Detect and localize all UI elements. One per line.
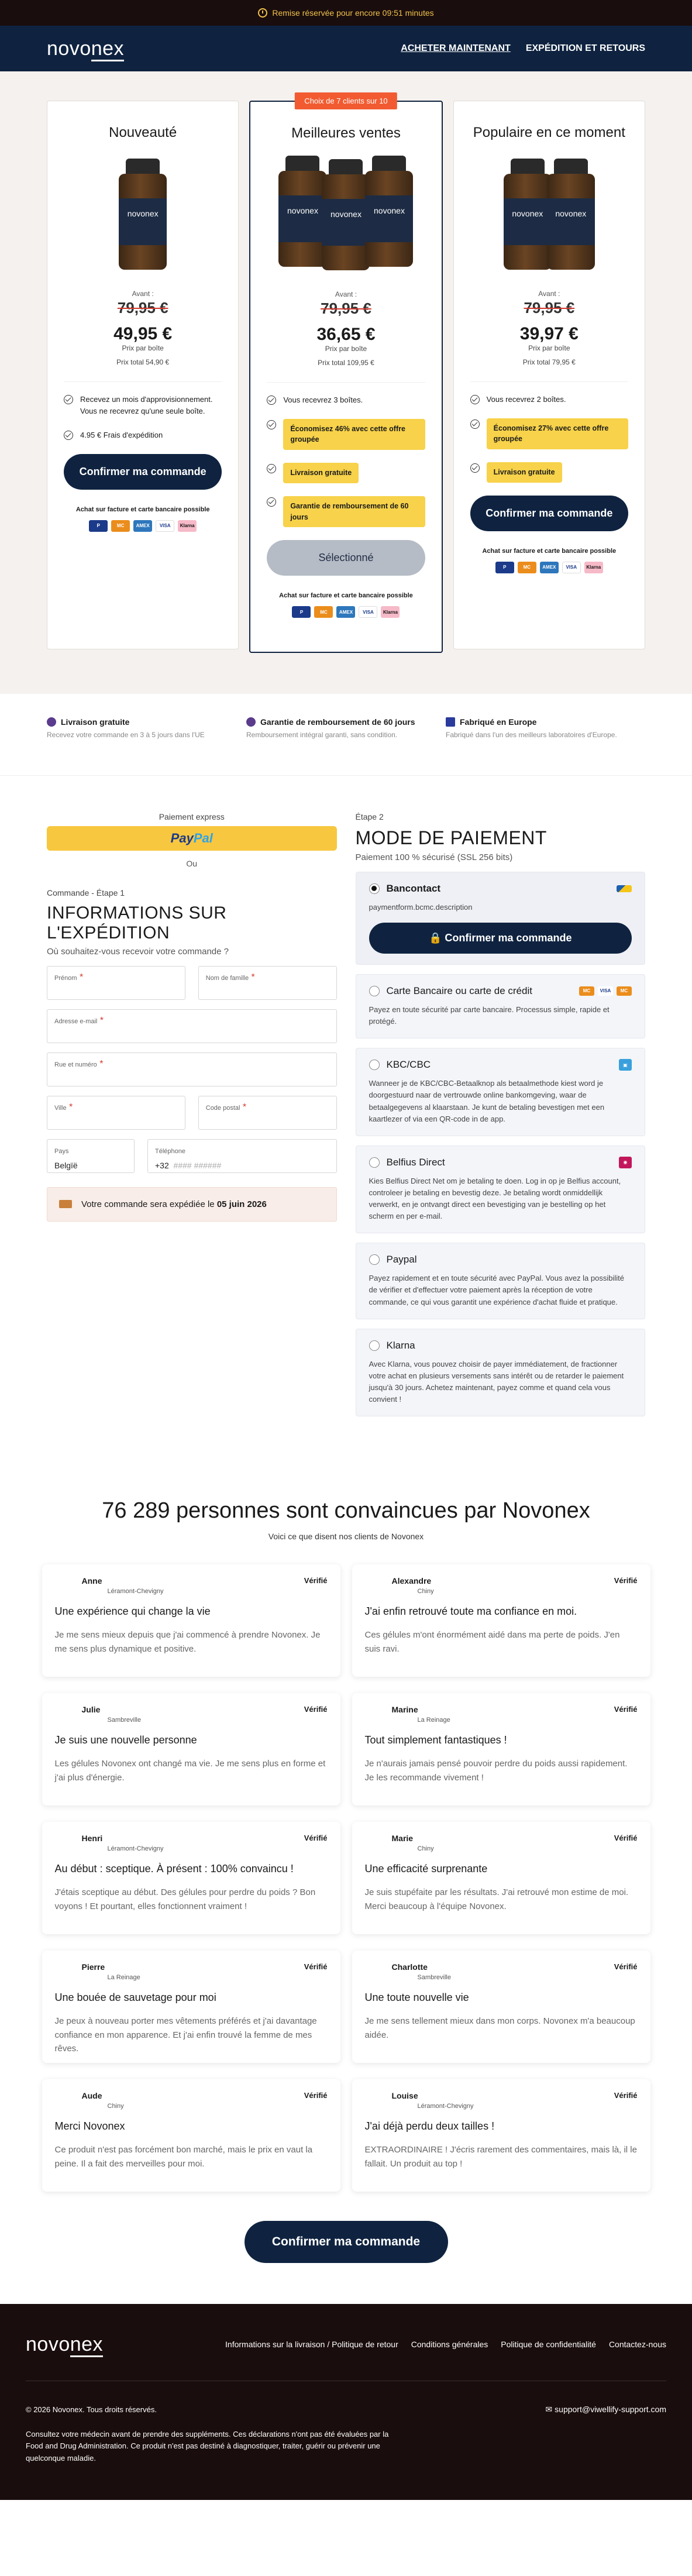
product-bottle <box>545 159 597 270</box>
pay-logo-mc: MC <box>518 562 536 573</box>
bottle-label: novonex <box>365 195 413 242</box>
check-circle-icon <box>470 395 480 404</box>
payment-method-header[interactable] <box>369 1340 632 1351</box>
feature-text: Garantie de remboursement de 60 jours <box>283 496 425 528</box>
payment-method-header[interactable] <box>369 1157 632 1168</box>
payment-method-description: Kies Belfius Direct Net om je betaling te doen. Log in op je Belfius account, controleer je betaling en bevestig deze. Je betaling wordt onmiddellijk verwerkt, en je ontvangt direct een bevestiging van je bestelling op het scherm en per e-mail. <box>369 1176 621 1221</box>
trust-guarantee: Garantie de remboursement de 60 jours Remboursement intégral garanti, sans condition. <box>246 717 415 739</box>
reviewer-city: La Reinage <box>417 1717 450 1724</box>
radio-button[interactable] <box>369 1340 380 1351</box>
price-before-label: Avant : <box>538 290 560 298</box>
reviewer <box>55 1834 164 1852</box>
feature-item <box>64 429 222 441</box>
review-body: EXTRAORDINAIRE ! J'écris rarement des commentaires, mais là, il le fallait. Un produit au top ! <box>364 2145 637 2169</box>
offer-card[interactable] <box>453 101 645 649</box>
belfius-icon: ◉ <box>619 1157 632 1168</box>
payment-column <box>356 812 646 1417</box>
review-title: Au début : sceptique. À présent : 100% convaincu ! <box>54 1863 294 1875</box>
reviewer-name: Julie <box>81 1705 101 1715</box>
offer-title: Nouveauté <box>109 125 177 140</box>
old-price: 79,95 € <box>524 299 575 317</box>
pay-logo-visa: VISA <box>359 606 377 618</box>
offer-title: Meilleures ventes <box>291 125 401 141</box>
payment-method-name: Belfius Direct <box>386 1156 445 1168</box>
review-header <box>365 1705 638 1724</box>
product-image <box>267 153 425 270</box>
price: 39,97 € <box>519 324 579 343</box>
bottle-label: novonex <box>504 198 552 245</box>
price-before-label: Avant : <box>335 290 357 298</box>
review-card <box>352 1951 650 2063</box>
review-card <box>352 1822 650 1934</box>
reviews-section <box>0 1452 692 2303</box>
pay-logo-p: P <box>495 562 514 573</box>
payment-logos <box>64 520 222 532</box>
reviewer <box>55 2091 124 2110</box>
truck-icon <box>59 1200 72 1208</box>
pay-logo-klarna: Klarna <box>178 520 197 532</box>
payment-logos <box>267 606 425 618</box>
product-bottle <box>363 156 415 267</box>
pay-logo-p: P <box>292 606 311 618</box>
bottle-label: novonex <box>119 198 167 245</box>
old-price: 79,95 € <box>321 300 371 317</box>
shipping-title: INFORMATIONS SUR L'EXPÉDITION <box>47 903 227 943</box>
review-title: Une expérience qui change la vie <box>54 1605 211 1618</box>
payment-method[interactable] <box>356 1243 646 1319</box>
payment-method-name: Carte Bancaire ou carte de crédit <box>386 985 532 996</box>
copyright: © 2026 Novonex. Tous droits réservés. <box>26 2405 157 2414</box>
reviewer-name: Alexandre <box>391 1576 432 1586</box>
shipping-date-note: Votre commande sera expédiée le 05 juin 2026 <box>47 1187 337 1222</box>
bancontact-icon <box>617 885 632 892</box>
final-confirm-button[interactable]: Confirmer ma commande <box>245 2221 448 2262</box>
site-footer <box>0 2304 692 2500</box>
feature-text: Économisez 46% avec cette offre groupée <box>283 419 425 450</box>
pay-logo-visa: VISA <box>156 520 174 532</box>
feature-item <box>64 394 222 417</box>
review-body: Ces gélules m'ont énormément aidé dans ma perte de poids. J'en suis ravi. <box>364 1630 620 1654</box>
street-field[interactable]: Rue et numéro * <box>47 1053 337 1086</box>
offer-card[interactable] <box>47 101 239 649</box>
feature-item <box>470 394 628 405</box>
review-card <box>42 1822 340 1934</box>
reviewer <box>365 1834 434 1852</box>
confirm-order-button[interactable]: Confirmer ma commande <box>64 454 222 490</box>
reviewer-name: Marie <box>391 1834 414 1844</box>
old-price: 79,95 € <box>117 299 168 317</box>
verified-badge: Vérifié <box>614 1834 638 1843</box>
reviewer <box>55 1576 164 1595</box>
check-circle-icon <box>64 395 73 404</box>
payment-title: MODE DE PAIEMENT <box>355 827 547 848</box>
feature-text: Vous recevrez 2 boîtes. <box>486 395 566 404</box>
kbc-icon: ▣ <box>619 1059 632 1071</box>
review-title: J'ai déjà perdu deux tailles ! <box>364 2120 495 2133</box>
city-field[interactable]: Ville * <box>47 1096 185 1130</box>
check-circle-icon <box>470 419 480 429</box>
review-body: Je suis stupéfaite par les résultats. J'ai retrouvé mon estime de moi. Merci beaucoup à l'équipe Novonex. <box>364 1887 629 1911</box>
radio-button[interactable] <box>369 1254 380 1265</box>
reviewer-city: Chiny <box>107 2103 124 2110</box>
verified-badge: Vérifié <box>304 1962 328 1972</box>
price-unit: Prix par boîte <box>325 345 367 353</box>
step1-label: Commande - Étape 1 <box>47 888 125 897</box>
pay-logo-amex: AMEX <box>336 606 355 618</box>
card-icon: MC <box>617 986 632 996</box>
radio-button[interactable] <box>369 1157 380 1168</box>
offer-title: Populaire en ce moment <box>473 125 625 140</box>
truck-icon <box>47 717 56 727</box>
review-header <box>55 1962 328 1981</box>
payment-method[interactable] <box>356 974 646 1038</box>
review-body: Ce produit n'est pas forcément bon marché, mais le prix en vaut la peine. Il a fait des merveilles pour moi. <box>54 2145 313 2169</box>
pay-logo-p: P <box>89 520 108 532</box>
feature-text: Vous recevrez 3 boîtes. <box>283 395 363 404</box>
verified-badge: Vérifié <box>304 1834 328 1843</box>
payment-method-header[interactable] <box>369 1059 632 1071</box>
footer-link-contact[interactable]: Contactez-nous <box>608 2340 666 2350</box>
reviewer-name: Anne <box>81 1576 102 1586</box>
price-unit: Prix par boîte <box>528 344 570 352</box>
footer-link-shipping[interactable]: Informations sur la livraison / Politique de retour <box>225 2340 398 2350</box>
feature-item <box>267 419 425 450</box>
review-title: Une bouée de sauvetage pour moi <box>54 1992 216 2004</box>
price: 36,65 € <box>316 325 376 344</box>
review-title: Une efficacité surprenante <box>364 1863 488 1875</box>
review-body: Je me sens tellement mieux dans mon corps. Novonex m'a beaucoup aidée. <box>364 2016 635 2040</box>
payment-note: Achat sur facture et carte bancaire possible <box>279 592 413 600</box>
total-price: Prix total 79,95 € <box>522 358 576 366</box>
reviewer-name: Marine <box>391 1705 418 1715</box>
review-header <box>365 2091 638 2110</box>
reviewer-name: Pierre <box>81 1962 105 1972</box>
pay-logo-mc: MC <box>111 520 130 532</box>
feature-item <box>267 463 425 483</box>
pay-logo-amex: AMEX <box>133 520 152 532</box>
verified-badge: Vérifié <box>304 1705 328 1714</box>
price: 49,95 € <box>113 324 173 343</box>
verified-badge: Vérifié <box>614 2091 638 2100</box>
feature-item <box>267 496 425 528</box>
payment-method-header[interactable] <box>369 1254 632 1265</box>
review-body: J'étais sceptique au début. Des gélules pour perdre du poids ? Bon voyons ! Et pourtant, elles fonctionnent vraiment ! <box>54 1887 316 1911</box>
paypal-express-button[interactable]: Pay Pal <box>47 826 337 851</box>
offers-section <box>0 71 692 694</box>
feature-text: Livraison gratuite <box>283 463 359 483</box>
review-body: Les gélules Novonex ont changé ma vie. Je me sens plus en forme et j'ai plus d'énergie. <box>54 1759 326 1783</box>
reviews-subtitle: Voici ce que disent nos clients de Novonex <box>268 1532 424 1542</box>
feature-list <box>267 382 425 527</box>
payment-method-description: Wanneer je de KBC/CBC-Betaalknop als betaalmethode kiest word je doorgestuurd naar de vertrouwde online bankomgeving, waar de betaalgegevens al klaarstaan. Je kunt de betaling bevestigen met een kaartlezer of via een QR-code in de app. <box>369 1079 605 1123</box>
nav-shipping-returns[interactable]: EXPÉDITION ET RETOURS <box>525 43 645 53</box>
review-body: Je me sens mieux depuis que j'ai commencé à prendre Novonex. Je me sens plus dynamique et positive. <box>54 1630 321 1654</box>
verified-badge: Vérifié <box>304 1576 328 1586</box>
payment-method-description: Payez en toute sécurité par carte bancaire. Processus simple, rapide et protégé. <box>369 1005 610 1026</box>
payment-subtitle: Paiement 100 % sécurisé (SSL 256 bits) <box>355 852 513 862</box>
payment-method[interactable] <box>356 872 646 965</box>
reviewer-name: Louise <box>391 2091 418 2101</box>
feature-list <box>64 381 222 441</box>
check-circle-icon <box>267 497 276 507</box>
reviewer <box>55 1705 141 1724</box>
price-before-label: Avant : <box>132 290 154 298</box>
check-circle-icon <box>267 395 276 405</box>
review-card <box>42 1693 340 1805</box>
selected-button[interactable]: Sélectionné <box>267 540 425 576</box>
email-field[interactable]: Adresse e-mail * <box>47 1009 337 1043</box>
review-body: Je n'aurais jamais pensé pouvoir perdre du poids aussi rapidement. Je les recommande vivement ! <box>364 1759 628 1783</box>
radio-button[interactable] <box>369 883 380 894</box>
review-title: J'ai enfin retrouvé toute ma confiance en moi. <box>364 1605 577 1618</box>
payment-method-icons <box>619 1157 632 1168</box>
reviewer <box>365 2091 474 2110</box>
reviewer <box>365 1705 450 1724</box>
review-card <box>42 1951 340 2063</box>
review-card <box>352 1564 650 1677</box>
checkout-section <box>47 776 645 1452</box>
shield-check-icon <box>246 717 256 727</box>
payment-method[interactable] <box>356 1146 646 1234</box>
payment-method-name: KBC/CBC <box>386 1059 431 1071</box>
country-select[interactable]: Pays Belgïë <box>47 1139 135 1173</box>
reviewer-city: La Reinage <box>107 1974 140 1982</box>
main-nav <box>401 43 645 54</box>
product-image <box>64 153 222 270</box>
phone-field[interactable]: Téléphone +32 #### ###### <box>147 1139 337 1173</box>
reviewer-name: Charlotte <box>391 1962 428 1972</box>
lastname-field[interactable]: Nom de famille * <box>198 966 337 1000</box>
reviewer-city: Chiny <box>417 1588 434 1595</box>
payment-method[interactable] <box>356 1329 646 1417</box>
shipping-subtitle: Où souhaitez-vous recevoir votre commande ? <box>47 946 229 957</box>
review-header <box>55 2091 328 2110</box>
feature-text: Économisez 27% avec cette offre groupée <box>487 418 628 450</box>
reviewer-city: Chiny <box>417 1845 434 1853</box>
review-title: Tout simplement fantastiques ! <box>364 1734 507 1746</box>
payment-note: Achat sur facture et carte bancaire possible <box>482 547 617 555</box>
reviewer <box>55 1962 140 1981</box>
reviewer-city: Léramont-Chevigny <box>107 1845 164 1853</box>
total-price: Prix total 54,90 € <box>116 358 170 366</box>
firstname-field[interactable]: Prénom * <box>47 966 185 1000</box>
reviewer-city: Léramont-Chevigny <box>107 1588 164 1595</box>
nav-buy-now[interactable]: ACHETER MAINTENANT <box>401 43 511 53</box>
pay-logo-visa: VISA <box>562 562 581 573</box>
radio-button[interactable] <box>369 986 380 996</box>
payment-method-icons <box>619 1059 632 1071</box>
step2-label: Étape 2 <box>355 811 384 821</box>
confirm-order-button[interactable]: 🔒 Confirmer ma commande <box>369 923 632 954</box>
promo-bar <box>0 0 692 26</box>
check-circle-icon <box>267 420 276 429</box>
eu-flag-icon <box>446 717 455 727</box>
feature-list <box>470 381 628 483</box>
confirm-order-button[interactable]: Confirmer ma commande <box>470 496 628 531</box>
review-header <box>55 1705 328 1724</box>
payment-method-name: Bancontact <box>386 882 441 894</box>
payment-method-name: Klarna <box>386 1339 415 1351</box>
verified-badge: Vérifié <box>304 2091 328 2100</box>
pay-logo-amex: AMEX <box>540 562 559 573</box>
reviews-title: 76 289 personnes sont convaincues par Novonex <box>102 1498 590 1523</box>
pay-logo-mc: MC <box>314 606 333 618</box>
feature-text: 4.95 € Frais d'expédition <box>80 431 163 439</box>
feature-item <box>470 418 628 450</box>
review-card <box>352 2079 650 2192</box>
review-card <box>352 1693 650 1805</box>
reviewer <box>365 1962 451 1981</box>
verified-badge: Vérifié <box>614 1705 638 1714</box>
bottle-label: novonex <box>322 199 370 246</box>
card-icon: MC <box>579 986 594 996</box>
payment-method-description: Payez rapidement et en toute sécurité avec PayPal. Vous avez la possibilité de vérifier et d'effectuer votre paiement après la réception de votre commande, ce qui vous garantit une expérience d'achat fluide et pratique. <box>369 1274 624 1306</box>
payment-method-icons <box>617 885 632 892</box>
verified-badge: Vérifié <box>614 1962 638 1972</box>
feature-text: Livraison gratuite <box>487 462 562 483</box>
product-image <box>470 153 628 270</box>
radio-button[interactable] <box>369 1060 380 1070</box>
feature-item <box>267 394 425 406</box>
footer-link-privacy[interactable]: Politique de confidentialité <box>501 2340 596 2350</box>
reviewer-name: Henri <box>81 1834 103 1844</box>
reviewer-name: Aude <box>81 2091 102 2101</box>
check-circle-icon <box>267 464 276 473</box>
shipping-column <box>47 812 337 1417</box>
review-card <box>42 1564 340 1677</box>
offer-badge: Choix de 7 clients sur 10 <box>295 92 397 109</box>
card-icon: VISA <box>598 986 613 996</box>
trust-bar <box>47 694 645 775</box>
review-card <box>42 2079 340 2192</box>
payment-method-name: Paypal <box>386 1254 417 1265</box>
bottle-label: novonex <box>547 198 595 245</box>
payment-method[interactable] <box>356 1048 646 1136</box>
pay-logo-klarna: Klarna <box>584 562 603 573</box>
or-divider: Ou <box>186 858 198 868</box>
support-email[interactable]: ✉ support@viwellify-support.com <box>545 2404 666 2414</box>
review-header <box>55 1576 328 1595</box>
reviewer-city: Sambreville <box>417 1974 451 1982</box>
trust-shipping: Livraison gratuite Recevez votre commande en 3 à 5 jours dans l'UE <box>47 717 205 739</box>
review-header <box>365 1834 638 1852</box>
review-title: Merci Novonex <box>54 2120 125 2133</box>
express-label: Paiement express <box>159 811 225 821</box>
review-title: Je suis une nouvelle personne <box>54 1734 197 1746</box>
product-bottle <box>116 159 169 270</box>
logo[interactable]: novonex <box>47 37 124 60</box>
trust-europe: Fabriqué en Europe Fabriqué dans l'un des meilleurs laboratoires d'Europe. <box>446 717 617 739</box>
clock-icon <box>258 8 267 18</box>
review-title: Une toute nouvelle vie <box>364 1992 469 2004</box>
review-header <box>365 1576 638 1595</box>
check-circle-icon <box>64 431 73 440</box>
review-header <box>365 1962 638 1981</box>
payment-method-description: paymentform.bcmc.description <box>369 902 473 912</box>
footer-link-terms[interactable]: Conditions générales <box>411 2340 488 2350</box>
reviewer-city: Sambreville <box>107 1717 141 1724</box>
verified-badge: Vérifié <box>614 1576 638 1586</box>
check-circle-icon <box>470 463 480 473</box>
payment-note: Achat sur facture et carte bancaire possible <box>75 505 210 513</box>
reviewer <box>365 1576 434 1595</box>
payment-method-icons <box>579 986 632 996</box>
site-header <box>0 26 692 71</box>
reviewer-city: Léramont-Chevigny <box>417 2103 474 2110</box>
review-header <box>55 1834 328 1852</box>
feature-text: Recevez un mois d'approvisionnement. Vous ne recevrez qu'une seule boîte. <box>80 395 213 415</box>
feature-item <box>470 462 628 483</box>
price-unit: Prix par boîte <box>122 344 164 352</box>
offer-card[interactable] <box>249 97 442 653</box>
payment-method-header[interactable] <box>369 883 632 895</box>
payment-method-description: Avec Klarna, vous pouvez choisir de payer immédiatement, de fractionner votre achat en plusieurs versements sans intérêt ou de retarder le paiement jusqu'à 30 jours. Achetez maintenant, payez comme et quand cela vous convient ! <box>369 1359 624 1404</box>
zip-field[interactable]: Code postal * <box>198 1096 337 1130</box>
total-price: Prix total 109,95 € <box>318 359 374 367</box>
footer-logo[interactable]: novonex <box>26 2333 103 2356</box>
disclaimer: Consultez votre médecin avant de prendre des suppléments. Ces déclarations n'ont pas été évaluées par la Food and Drug Administration. Ce produit n'est pas destiné à diagnostiquer, traiter, guérir ou prévenir une quelconque maladie. <box>26 2429 389 2463</box>
payment-method-header[interactable] <box>369 985 632 997</box>
payment-logos <box>470 562 628 573</box>
promo-text: Remise réservée pour encore 09:51 minutes <box>272 8 434 18</box>
pay-logo-klarna: Klarna <box>381 606 400 618</box>
bottle-label: novonex <box>278 195 326 242</box>
review-body: Je peux à nouveau porter mes vêtements préférés et j'ai davantage confiance en mon apparence. Et j'ai enfin trouvé la femme de mes rêves. <box>54 2016 317 2054</box>
